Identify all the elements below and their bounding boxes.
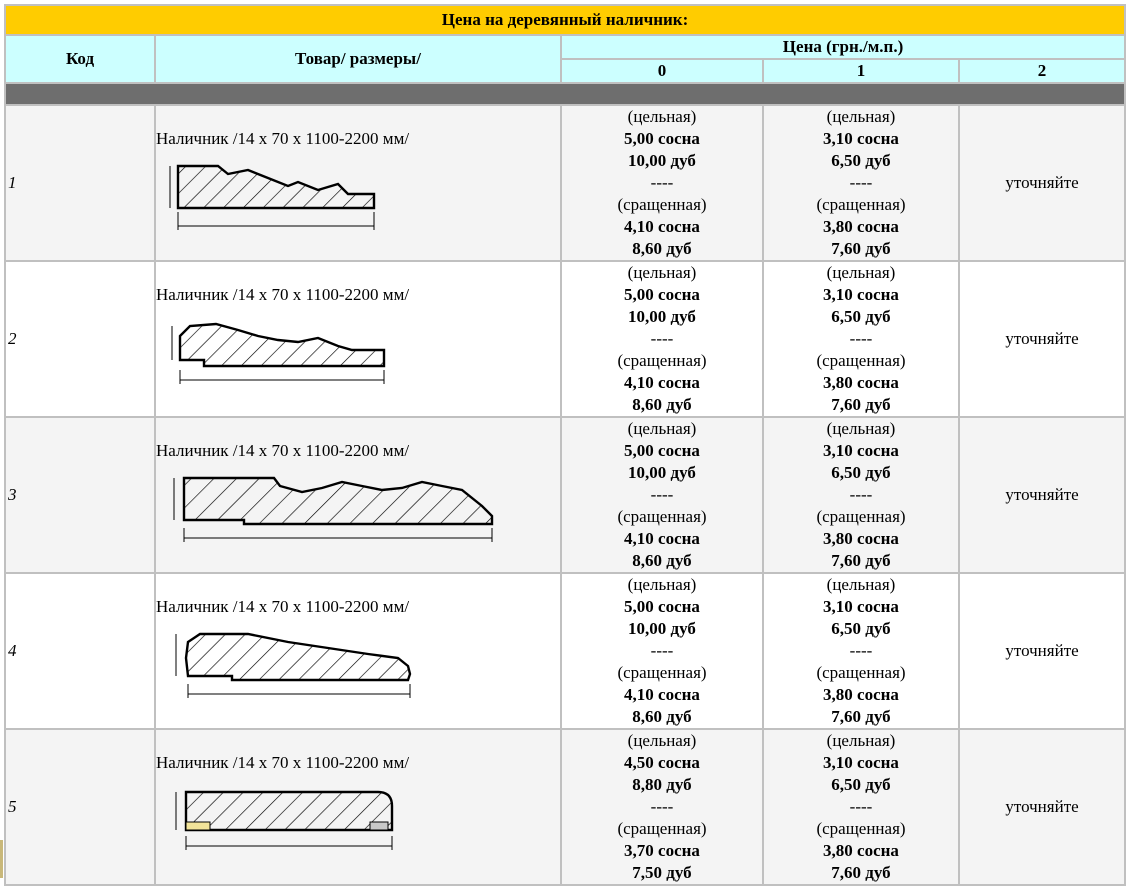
product-cell [156, 106, 560, 260]
price-line: ---- [849, 641, 873, 660]
price-line: 3,80 сосна [823, 373, 899, 392]
price-line: 5,00 сосна [624, 597, 700, 616]
price-line: 8,60 дуб [632, 551, 692, 570]
price-line: ---- [650, 485, 674, 504]
price-col-0 [562, 106, 762, 260]
price-col-2: уточняйте [960, 730, 1124, 884]
price-line: (цельная) [826, 419, 896, 438]
price-line: 10,00 дуб [628, 151, 696, 170]
price-line: 3,80 сосна [823, 529, 899, 548]
price-col-2: уточняйте [960, 418, 1124, 572]
header-product: Товар/ размеры/ [156, 36, 560, 82]
price-line: (цельная) [826, 575, 896, 594]
price-line: 8,80 дуб [632, 775, 692, 794]
price-line: 3,80 сосна [823, 841, 899, 860]
product-cell [156, 730, 560, 884]
price-line: 7,60 дуб [831, 551, 891, 570]
price-line: (цельная) [627, 263, 697, 282]
price-line: 7,60 дуб [831, 707, 891, 726]
price-line: (цельная) [627, 575, 697, 594]
table-row [6, 262, 1124, 416]
price-line: (сращенная) [816, 351, 906, 370]
row-code: 4 [6, 574, 154, 728]
header-code: Код [6, 36, 154, 82]
table-title: Цена на деревянный наличник: [6, 6, 1124, 34]
price-line: 10,00 дуб [628, 307, 696, 326]
price-line: 3,80 сосна [823, 217, 899, 236]
price-col-1 [764, 106, 958, 260]
header-price: Цена (грн./м.п.) [562, 36, 1124, 58]
price-line: 8,60 дуб [632, 707, 692, 726]
price-col-0 [562, 418, 762, 572]
price-line: 7,60 дуб [831, 239, 891, 258]
price-line: 6,50 дуб [831, 307, 891, 326]
price-line: (сращенная) [617, 195, 707, 214]
row-code: 3 [6, 418, 154, 572]
price-line: (сращенная) [617, 507, 707, 526]
price-line: 3,10 сосна [823, 597, 899, 616]
product-name: Наличник /14 х 70 х 1100-2200 мм/ [156, 285, 410, 304]
price-line: 6,50 дуб [831, 151, 891, 170]
price-line: 8,60 дуб [632, 239, 692, 258]
price-line: 7,60 дуб [831, 395, 891, 414]
profile-drawing-4 [156, 624, 426, 704]
row-code: 2 [6, 262, 154, 416]
price-line: (цельная) [627, 419, 697, 438]
price-col-2: уточняйте [960, 106, 1124, 260]
price-col-2: уточняйте [960, 262, 1124, 416]
price-line: 7,50 дуб [632, 863, 692, 882]
price-line: 3,10 сосна [823, 129, 899, 148]
price-line: ---- [650, 329, 674, 348]
price-line: 6,50 дуб [831, 775, 891, 794]
header-col-1: 1 [764, 60, 958, 82]
price-line: 6,50 дуб [831, 619, 891, 638]
product-name: Наличник /14 х 70 х 1100-2200 мм/ [156, 129, 410, 148]
price-col-2: уточняйте [960, 574, 1124, 728]
row-code: 1 [6, 106, 154, 260]
product-cell [156, 262, 560, 416]
product-cell [156, 418, 560, 572]
profile-drawing-1 [156, 156, 396, 236]
table-row [6, 106, 1124, 260]
price-col-0 [562, 574, 762, 728]
price-line: 3,10 сосна [823, 753, 899, 772]
header-col-0: 0 [562, 60, 762, 82]
price-line: 4,10 сосна [624, 373, 700, 392]
price-line: ---- [849, 173, 873, 192]
product-cell [156, 574, 560, 728]
price-line: ---- [650, 797, 674, 816]
price-line: (сращенная) [617, 819, 707, 838]
row-code: 5 [6, 730, 154, 884]
price-line: 5,00 сосна [624, 285, 700, 304]
price-line: (сращенная) [816, 507, 906, 526]
price-line: 4,10 сосна [624, 529, 700, 548]
price-col-0 [562, 730, 762, 884]
separator-bar [6, 84, 1124, 104]
price-line: 4,50 сосна [624, 753, 700, 772]
profile-drawing-3 [156, 468, 506, 548]
price-line: 3,70 сосна [624, 841, 700, 860]
price-line: (сращенная) [816, 819, 906, 838]
price-line: 5,00 сосна [624, 441, 700, 460]
price-line: 8,60 дуб [632, 395, 692, 414]
product-name: Наличник /14 х 70 х 1100-2200 мм/ [156, 753, 410, 772]
price-line: 6,50 дуб [831, 463, 891, 482]
price-line: (цельная) [627, 107, 697, 126]
table-row [6, 418, 1124, 572]
price-col-1 [764, 418, 958, 572]
price-line: 3,80 сосна [823, 685, 899, 704]
window-edge [0, 840, 3, 878]
table-row [6, 574, 1124, 728]
price-line: 7,60 дуб [831, 863, 891, 882]
price-line: (цельная) [826, 731, 896, 750]
price-line: 3,10 сосна [823, 441, 899, 460]
price-col-1 [764, 730, 958, 884]
product-name: Наличник /14 х 70 х 1100-2200 мм/ [156, 441, 410, 460]
profile-drawing-2 [156, 312, 406, 392]
price-line: ---- [849, 329, 873, 348]
price-line: 10,00 дуб [628, 619, 696, 638]
price-col-1 [764, 574, 958, 728]
price-line: 10,00 дуб [628, 463, 696, 482]
price-col-1 [764, 262, 958, 416]
price-line: (сращенная) [617, 663, 707, 682]
price-line: 3,10 сосна [823, 285, 899, 304]
price-line: (цельная) [627, 731, 697, 750]
price-line: (сращенная) [816, 195, 906, 214]
header-col-2: 2 [960, 60, 1124, 82]
product-name: Наличник /14 х 70 х 1100-2200 мм/ [156, 597, 410, 616]
profile-drawing-5 [156, 780, 406, 860]
table-row [6, 730, 1124, 884]
price-col-0 [562, 262, 762, 416]
price-line: (цельная) [826, 263, 896, 282]
price-line: 4,10 сосна [624, 685, 700, 704]
price-line: ---- [849, 485, 873, 504]
price-table-container [4, 4, 1126, 891]
price-line: ---- [650, 641, 674, 660]
price-line: (цельная) [826, 107, 896, 126]
price-line: (сращенная) [617, 351, 707, 370]
price-table [4, 4, 1126, 886]
price-line: (сращенная) [816, 663, 906, 682]
price-line: 5,00 сосна [624, 129, 700, 148]
price-line: 4,10 сосна [624, 217, 700, 236]
price-line: ---- [650, 173, 674, 192]
price-line: ---- [849, 797, 873, 816]
